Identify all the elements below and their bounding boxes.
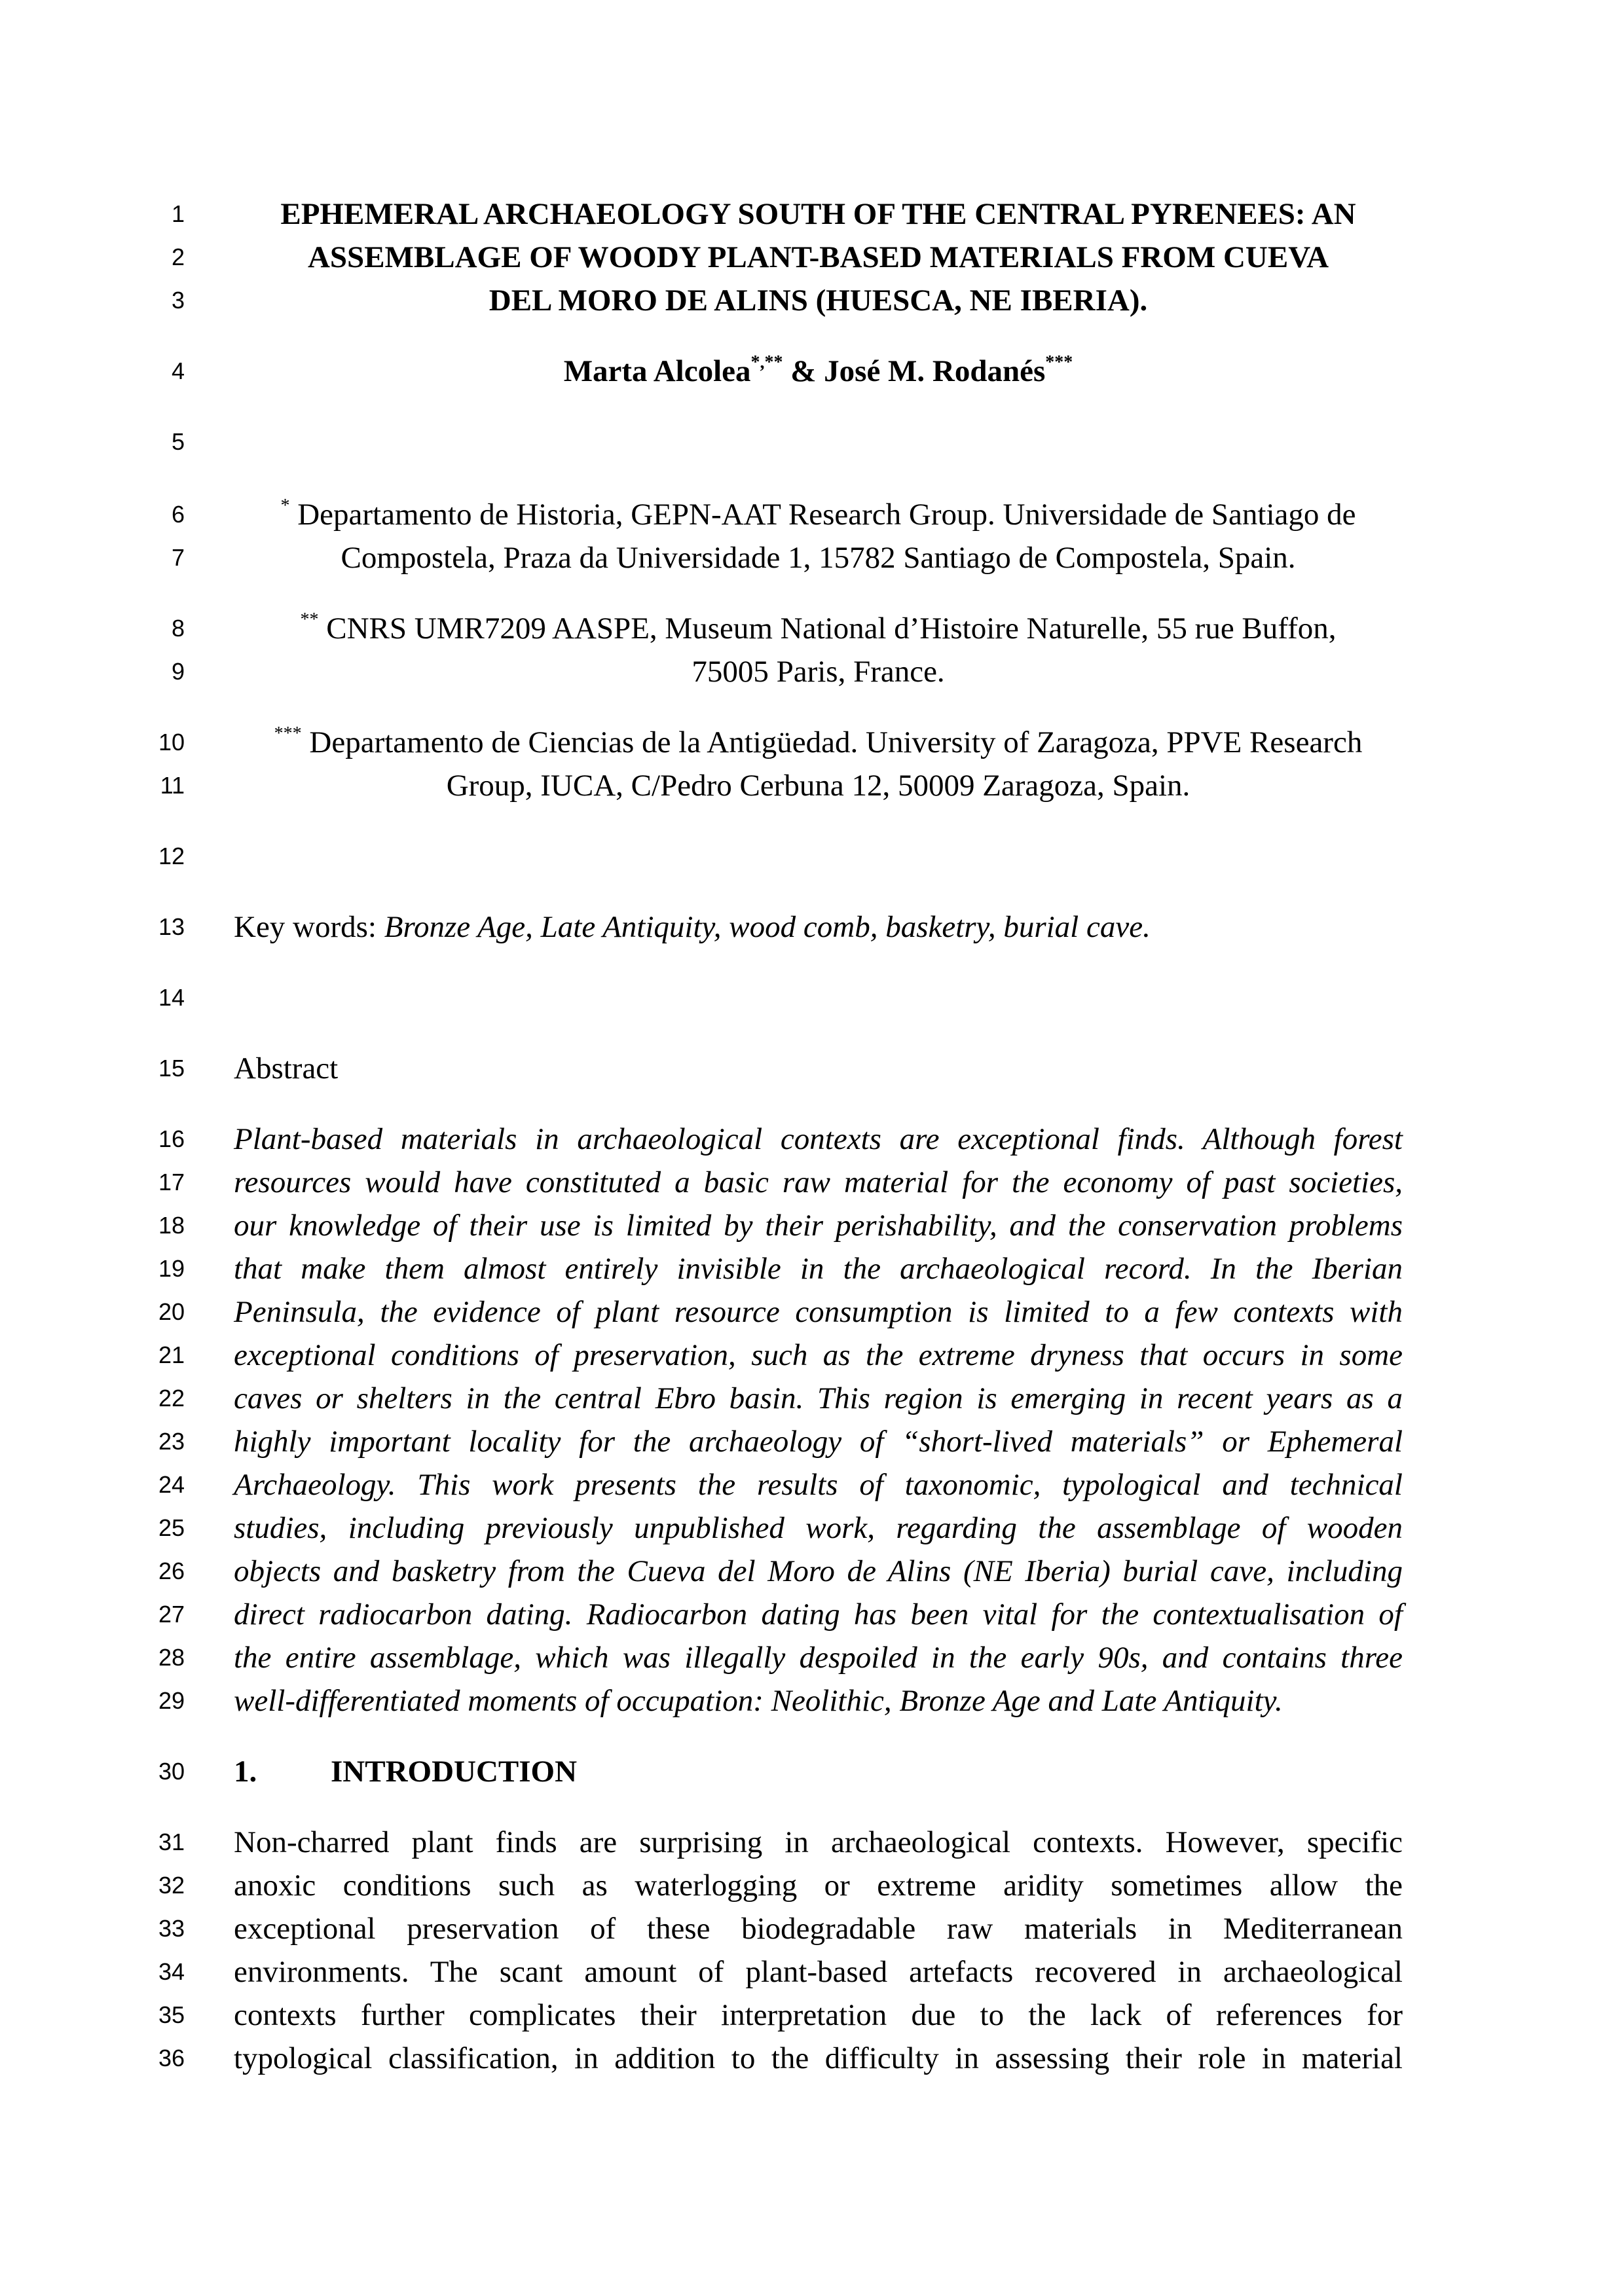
body-line: anoxic conditions such as waterlogging or extreme aridity sometimes allow the	[234, 1868, 1403, 1903]
line-number: 34	[158, 1958, 185, 1985]
keywords-text: Bronze Age, Late Antiquity, wood comb, basketry, burial cave.	[384, 910, 1151, 944]
affiliation-text: Departamento de Ciencias de la Antigüedad. University of Zaragoza, PPVE Research	[301, 725, 1363, 759]
abstract-line: Peninsula, the evidence of plant resource consumption is limited to a few contexts with	[234, 1295, 1403, 1329]
section-title: INTRODUCTION	[331, 1755, 578, 1789]
abstract-line: Plant-based materials in archaeological contexts are exceptional finds. Although forest	[234, 1122, 1403, 1156]
line-number: 7	[171, 544, 185, 571]
line-number: 16	[158, 1125, 185, 1152]
line-number: 21	[158, 1341, 185, 1368]
affiliation-line	[234, 721, 1403, 764]
line-number: 11	[160, 772, 185, 799]
line-number: 12	[158, 843, 185, 869]
affiliation-text: Departamento de Historia, GEPN-AAT Research Group. Universidade de Santiago de	[289, 498, 1356, 532]
body-line: contexts further complicates their interpretation due to the lack of references for	[234, 1998, 1403, 2032]
line-number: 13	[158, 913, 185, 940]
line-number: 31	[158, 1829, 185, 1855]
affiliation-mark: *,**	[750, 352, 783, 373]
line-number: 9	[171, 658, 185, 685]
author-name: José M. Rodanés	[824, 354, 1046, 388]
line-number: 14	[158, 984, 185, 1011]
abstract-line: objects and basketry from the Cueva del Moro de Alins (NE Iberia) burial cave, including	[234, 1554, 1403, 1588]
abstract-line: the entire assemblage, which was illegally despoiled in the early 90s, and contains three	[234, 1641, 1403, 1675]
author-separator: &	[783, 354, 824, 388]
abstract-line: resources would have constituted a basic raw material for the economy of past societies,	[234, 1165, 1403, 1199]
line-number: 8	[171, 615, 185, 642]
abstract-line: highly important locality for the archaeology of “short-lived materials” or Ephemeral	[234, 1425, 1403, 1459]
line-number: 2	[171, 244, 185, 270]
affiliation-line: Compostela, Praza da Universidade 1, 15782 Santiago de Compostela, Spain.	[341, 541, 1296, 575]
line-number: 24	[158, 1471, 185, 1498]
line-number: 17	[158, 1169, 185, 1195]
section-heading	[234, 1750, 1403, 1793]
line-number: 26	[158, 1558, 185, 1584]
body-line: typological classification, in addition to the difficulty in assessing their role in material	[234, 2041, 1403, 2075]
line-number: 28	[158, 1644, 185, 1671]
line-number: 1	[171, 200, 185, 227]
keywords-label: Key words:	[234, 910, 384, 944]
affiliation-line: Group, IUCA, C/Pedro Cerbuna 12, 50009 Zaragoza, Spain.	[446, 769, 1190, 803]
body-line: Non-charred plant finds are surprising in archaeological contexts. However, specific	[234, 1825, 1403, 1859]
line-number: 22	[158, 1385, 185, 1412]
line-number: 4	[171, 357, 185, 384]
line-number: 15	[158, 1055, 185, 1082]
affiliation-line	[234, 607, 1403, 650]
line-number: 20	[158, 1298, 185, 1325]
line-number: 27	[158, 1601, 185, 1628]
abstract-line: well-differentiated moments of occupation: Neolithic, Bronze Age and Late Antiquity.	[234, 1684, 1283, 1718]
line-number: 23	[158, 1428, 185, 1455]
body-line: environments. The scant amount of plant-based artefacts recovered in archaeological	[234, 1955, 1403, 1989]
line-number: 25	[158, 1514, 185, 1541]
affiliation-mark: ***	[274, 723, 302, 744]
affiliation-text: CNRS UMR7209 AASPE, Museum National d’Histoire Naturelle, 55 rue Buffon,	[318, 611, 1337, 646]
abstract-heading: Abstract	[234, 1051, 339, 1085]
line-number: 5	[171, 428, 185, 455]
body-line: exceptional preservation of these biodegradable raw materials in Mediterranean	[234, 1912, 1403, 1946]
author-name: Marta Alcolea	[563, 354, 751, 388]
affiliation-mark: *	[280, 496, 290, 516]
abstract-line: caves or shelters in the central Ebro basin. This region is emerging in recent years as a	[234, 1381, 1403, 1415]
abstract-line: direct radiocarbon dating. Radiocarbon dating has been vital for the contextualisation of	[234, 1597, 1403, 1631]
affiliation-line	[234, 493, 1403, 536]
line-number: 18	[158, 1212, 185, 1239]
affiliation-mark: ***	[1045, 352, 1073, 373]
author-line	[234, 350, 1403, 393]
title-line: EPHEMERAL ARCHAEOLOGY SOUTH OF THE CENTRAL PYRENEES: AN	[280, 197, 1356, 231]
line-number: 36	[158, 2045, 185, 2071]
affiliation-mark: **	[300, 610, 319, 630]
line-number: 10	[158, 729, 185, 756]
title-line: ASSEMBLAGE OF WOODY PLANT-BASED MATERIALS FROM CUEVA	[307, 240, 1329, 274]
abstract-line: that make them almost entirely invisible in the archaeological record. In the Iberian	[234, 1252, 1403, 1286]
keywords-line	[234, 905, 1403, 949]
abstract-line: our knowledge of their use is limited by their perishability, and the conservation problems	[234, 1209, 1403, 1243]
line-number: 30	[158, 1758, 185, 1785]
abstract-line: exceptional conditions of preservation, such as the extreme dryness that occurs in some	[234, 1338, 1403, 1372]
abstract-line: Archaeology. This work presents the results of taxonomic, typological and technical	[234, 1468, 1403, 1502]
line-number: 29	[158, 1687, 185, 1714]
abstract-line: studies, including previously unpublished work, regarding the assemblage of wooden	[234, 1511, 1403, 1545]
line-number: 33	[158, 1915, 185, 1942]
title-line: DEL MORO DE ALINS (HUESCA, NE IBERIA).	[489, 283, 1148, 318]
line-number: 3	[171, 287, 185, 314]
line-number: 6	[171, 501, 185, 528]
line-number: 32	[158, 1872, 185, 1899]
line-number: 19	[158, 1255, 185, 1282]
line-number: 35	[158, 2001, 185, 2028]
affiliation-line: 75005 Paris, France.	[692, 655, 945, 689]
section-number: 1.	[234, 1755, 257, 1789]
